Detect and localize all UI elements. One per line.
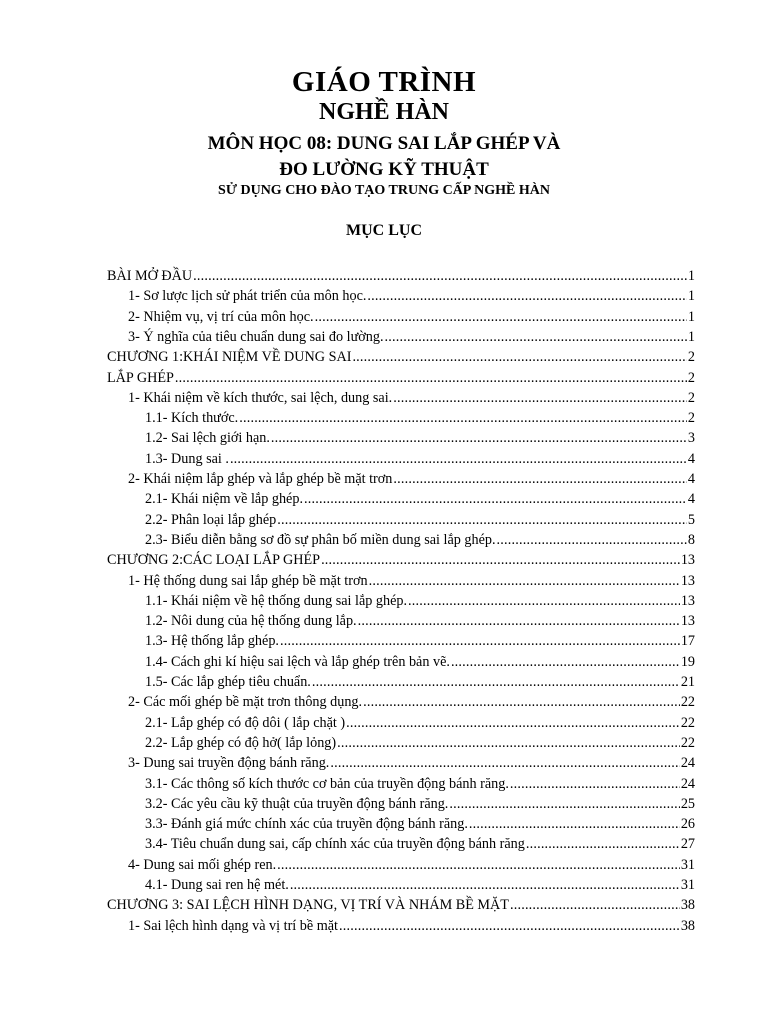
- toc-entry[interactable]: [145, 814, 695, 835]
- toc-entry[interactable]: [145, 611, 695, 632]
- toc-entry-title: 3.2- Các yêu cầu kỹ thuật của truyền động bánh răng.: [145, 796, 449, 812]
- toc-entry[interactable]: [145, 489, 695, 510]
- toc-dot-leader: [339, 916, 680, 937]
- toc-entry[interactable]: [107, 368, 695, 389]
- toc-entry-title: BÀI MỞ ĐẦU: [107, 268, 193, 284]
- toc-entry-title: 2.1- Lắp ghép có độ dôi ( lắp chặt ): [145, 715, 346, 731]
- toc-entry[interactable]: [128, 307, 695, 328]
- toc-entry-page: 17: [680, 633, 695, 649]
- toc-entry-page: 13: [680, 552, 695, 568]
- toc-entry-page: 1: [687, 329, 695, 345]
- toc-entry-page: 1: [687, 288, 695, 304]
- document-title: GIÁO TRÌNH: [291, 66, 477, 98]
- toc-entry[interactable]: [128, 327, 695, 348]
- toc-dot-leader: [385, 327, 687, 348]
- toc-entry-page: 2: [687, 390, 695, 406]
- toc-entry-page: 4: [687, 451, 695, 467]
- toc-entry-page: 4: [687, 491, 695, 507]
- toc-entry-title: 1.1- Khái niệm về hệ thống dung sai lắp ghép.: [145, 593, 408, 609]
- toc-dot-leader: [526, 834, 680, 855]
- toc-dot-leader: [346, 713, 680, 734]
- toc-entry-title: 1.1- Kích thước.: [145, 410, 239, 426]
- toc-entry-page: 24: [680, 776, 695, 792]
- toc-dot-leader: [277, 510, 687, 531]
- toc-dot-leader: [175, 368, 687, 389]
- course-title-line-2: ĐO LƯỜNG KỸ THUẬT: [279, 159, 489, 180]
- toc-entry-title: 1- Khái niệm về kích thước, sai lệch, dung sai.: [128, 390, 393, 406]
- toc-dot-leader: [358, 611, 680, 632]
- toc-entry[interactable]: [145, 449, 695, 470]
- toc-entry[interactable]: [145, 591, 695, 612]
- toc-dot-leader: [277, 855, 680, 876]
- usage-note: SỬ DỤNG CHO ĐÀO TẠO TRUNG CẤP NGHỀ HÀN: [218, 183, 550, 198]
- toc-entry-page: 3: [687, 430, 695, 446]
- toc-entry[interactable]: [107, 550, 695, 571]
- toc-entry-title: 2- Nhiệm vụ, vị trí của môn học.: [128, 309, 314, 325]
- toc-entry-title: 3- Ý nghĩa của tiêu chuẩn dung sai đo lường.: [128, 329, 384, 345]
- toc-entry-title: 4.1- Dung sai ren hệ mét.: [145, 877, 289, 893]
- toc-entry-page: 13: [680, 573, 695, 589]
- toc-entry-title: 1- Hệ thống dung sai lắp ghép bề mặt trơn: [128, 573, 368, 589]
- toc-entry-title: 3.4- Tiêu chuẩn dung sai, cấp chính xác của truyền động bánh răng: [145, 836, 525, 852]
- toc-dot-leader: [451, 652, 680, 673]
- toc-entry[interactable]: [128, 388, 695, 409]
- toc-entry-page: 38: [680, 897, 695, 913]
- toc-entry-title: 3.1- Các thông số kích thước cơ bản của truyền động bánh răng.: [145, 776, 509, 792]
- toc-dot-leader: [315, 307, 687, 328]
- toc-dot-leader: [449, 794, 679, 815]
- toc-dot-leader: [393, 469, 687, 490]
- toc-entry-page: 21: [680, 674, 695, 690]
- toc-entry[interactable]: [145, 774, 695, 795]
- toc-entry-page: 2: [687, 349, 695, 365]
- toc-entry[interactable]: [145, 652, 695, 673]
- toc-entry[interactable]: [145, 428, 695, 449]
- toc-entry-page: 5: [687, 512, 695, 528]
- toc-entry-page: 8: [687, 532, 695, 548]
- toc-entry-title: 1.3- Hệ thống lắp ghép.: [145, 633, 279, 649]
- toc-entry[interactable]: [145, 408, 695, 429]
- toc-entry[interactable]: [128, 753, 695, 774]
- toc-dot-leader: [510, 774, 680, 795]
- toc-entry[interactable]: [107, 895, 695, 916]
- toc-entry-page: 22: [680, 694, 695, 710]
- toc-dot-leader: [367, 286, 686, 307]
- toc-dot-leader: [290, 875, 680, 896]
- toc-entry[interactable]: [145, 713, 695, 734]
- toc-entry-page: 22: [680, 735, 695, 751]
- toc-entry-page: 31: [680, 857, 695, 873]
- toc-entry-title: 2.1- Khái niệm về lắp ghép.: [145, 491, 303, 507]
- toc-entry-title: 3- Dung sai truyền động bánh răng.: [128, 755, 330, 771]
- toc-entry-page: 24: [680, 755, 695, 771]
- toc-entry[interactable]: [145, 794, 695, 815]
- toc-entry-page: 26: [680, 816, 695, 832]
- toc-entry-page: 25: [680, 796, 695, 812]
- toc-entry-title: 1.3- Dung sai .: [145, 451, 229, 467]
- toc-entry[interactable]: [128, 469, 695, 490]
- toc-entry-title: 1.2- Sai lệch giới hạn.: [145, 430, 270, 446]
- toc-entry-page: 13: [680, 613, 695, 629]
- toc-entry-page: 19: [680, 654, 695, 670]
- toc-entry-page: 22: [680, 715, 695, 731]
- toc-dot-leader: [510, 895, 680, 916]
- toc-entry-title: 2.3- Biểu diễn bằng sơ đồ sự phân bố miền dung sai lắp ghép.: [145, 532, 496, 548]
- toc-dot-leader: [337, 733, 680, 754]
- toc-entry-page: 1: [687, 309, 695, 325]
- toc-entry-title: CHƯƠNG 2:CÁC LOẠI LẮP GHÉP: [107, 552, 321, 568]
- toc-dot-leader: [369, 571, 680, 592]
- toc-dot-leader: [469, 814, 680, 835]
- toc-dot-leader: [408, 591, 680, 612]
- toc-dot-leader: [230, 449, 687, 470]
- toc-entry[interactable]: [145, 510, 695, 531]
- toc-entry-page: 13: [680, 593, 695, 609]
- toc-entry[interactable]: [107, 347, 695, 368]
- toc-dot-leader: [193, 266, 687, 287]
- toc-dot-leader: [271, 428, 687, 449]
- toc-entry-page: 31: [680, 877, 695, 893]
- course-title-line-1: MÔN HỌC 08: DUNG SAI LẮP GHÉP VÀ: [207, 133, 561, 154]
- toc-entry[interactable]: [128, 916, 695, 937]
- toc-entry[interactable]: [128, 571, 695, 592]
- toc-heading: MỤC LỤC: [346, 222, 422, 239]
- toc-entry-title: 2- Các mối ghép bề mặt trơn thông dụng.: [128, 694, 363, 710]
- toc-entry-title: 1- Sơ lược lịch sử phát triển của môn học.: [128, 288, 367, 304]
- toc-entry-title: 4- Dung sai mối ghép ren.: [128, 857, 277, 873]
- toc-entry-title: 2.2- Lắp ghép có độ hở( lắp lỏng): [145, 735, 337, 751]
- toc-entry-page: 1: [687, 268, 695, 284]
- toc-dot-leader: [321, 550, 680, 571]
- toc-dot-leader: [352, 347, 686, 368]
- toc-dot-leader: [239, 408, 687, 429]
- toc-entry[interactable]: [128, 855, 695, 876]
- toc-dot-leader: [363, 692, 680, 713]
- toc-entry-title: LẮP GHÉP: [107, 370, 174, 386]
- toc-entry-title: 1.5- Các lắp ghép tiêu chuẩn.: [145, 674, 311, 690]
- toc-entry-page: 27: [680, 836, 695, 852]
- toc-entry-title: 2.2- Phân loại lắp ghép: [145, 512, 277, 528]
- toc-dot-leader: [497, 530, 687, 551]
- toc-entry[interactable]: [145, 834, 695, 855]
- toc-entry-page: 4: [687, 471, 695, 487]
- toc-entry-title: 1.2- Nôi dung của hệ thống dung lắp.: [145, 613, 357, 629]
- document-subtitle: NGHỀ HÀN: [318, 99, 449, 125]
- toc-dot-leader: [312, 672, 680, 693]
- toc-dot-leader: [393, 388, 687, 409]
- toc-entry-title: 1.4- Cách ghi kí hiệu sai lệch và lắp ghép trên bản vẽ.: [145, 654, 450, 670]
- toc-dot-leader: [280, 631, 680, 652]
- toc-entry-page: 2: [687, 370, 695, 386]
- toc-entry-title: 3.3- Đánh giá mức chính xác của truyền động bánh răng.: [145, 816, 468, 832]
- toc-dot-leader: [330, 753, 679, 774]
- toc-entry[interactable]: [128, 692, 695, 713]
- toc-entry-title: CHƯƠNG 1:KHÁI NIỆM VỀ DUNG SAI: [107, 349, 352, 365]
- toc-entry[interactable]: [145, 530, 695, 551]
- toc-entry[interactable]: [128, 286, 695, 307]
- toc-entry[interactable]: [145, 672, 695, 693]
- toc-entry-title: CHƯƠNG 3: SAI LỆCH HÌNH DẠNG, VỊ TRÍ VÀ NHÁM BỀ MẶT: [107, 897, 509, 913]
- toc-entry-title: 1- Sai lệch hình dạng và vị trí bề mặt: [128, 918, 338, 934]
- toc-dot-leader: [304, 489, 687, 510]
- toc-entry-page: 2: [687, 410, 695, 426]
- toc-entry-page: 38: [680, 918, 695, 934]
- toc-entry[interactable]: [145, 631, 695, 652]
- toc-entry[interactable]: [145, 875, 695, 896]
- toc-entry[interactable]: [145, 733, 695, 754]
- toc-entry[interactable]: [107, 266, 695, 287]
- toc-entry-title: 2- Khái niệm lắp ghép và lắp ghép bề mặt trơn: [128, 471, 393, 487]
